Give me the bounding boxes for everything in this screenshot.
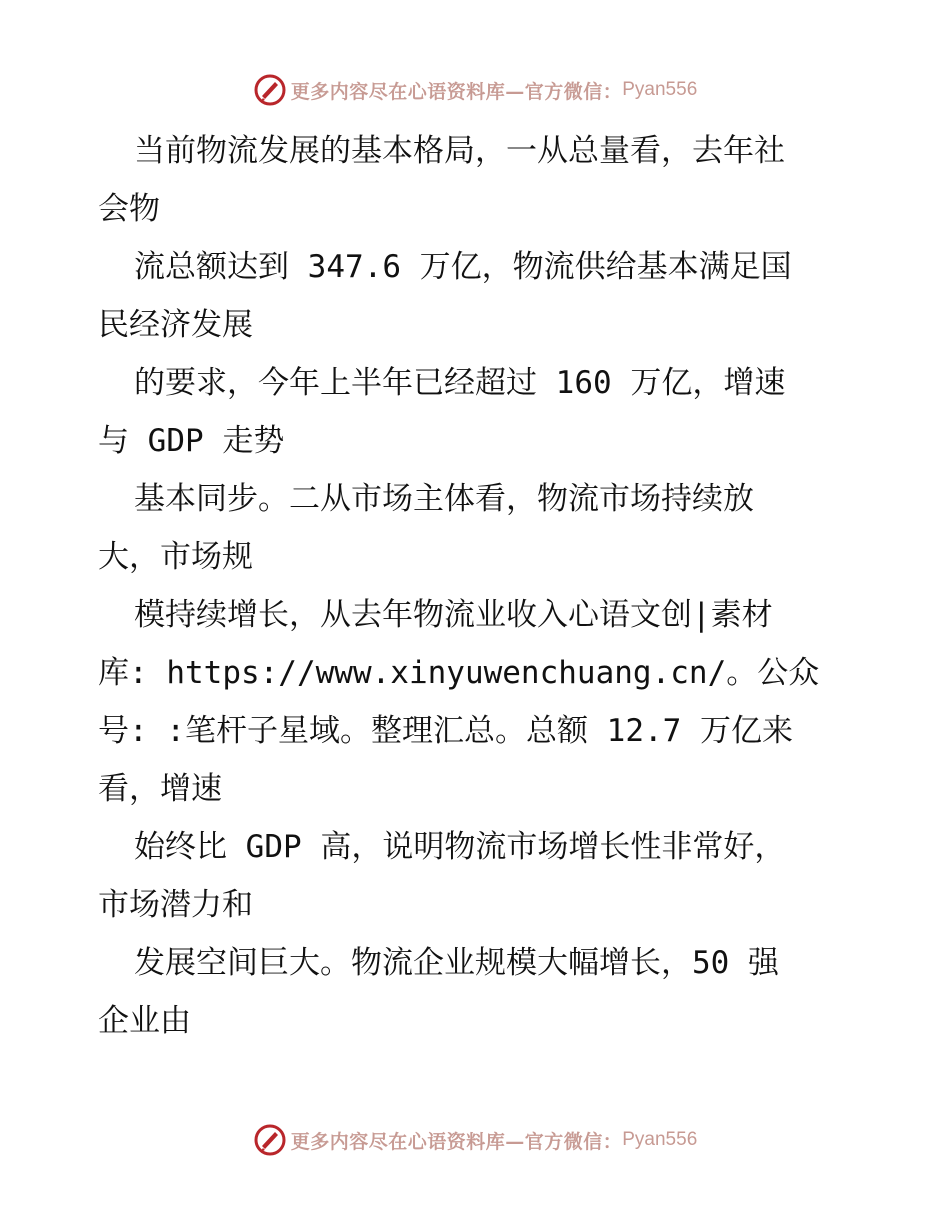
text-line: 号: :笔杆子星域。整理汇总。总额 12.7 万亿来 xyxy=(98,713,793,749)
text-line: 发展空间巨大。物流企业规模大幅增长，50 强 xyxy=(134,945,779,981)
text-line: 当前物流发展的基本格局，一从总量看，去年社 xyxy=(134,133,785,169)
text-line: 与 GDP 走势 xyxy=(98,423,285,459)
document-body xyxy=(98,122,858,1050)
brand-logo-icon xyxy=(253,73,287,107)
text-line: 企业由 xyxy=(98,1003,191,1039)
footer-banner-contact: Pyan556 xyxy=(622,1129,698,1150)
header-banner-text: 更多内容尽在心语资料库—官方微信： xyxy=(290,80,623,103)
footer-banner-text: 更多内容尽在心语资料库—官方微信： xyxy=(290,1130,623,1153)
text-line: 市场潜力和 xyxy=(98,887,253,923)
text-line: 基本同步。二从市场主体看，物流市场持续放 xyxy=(134,481,754,517)
text-line: 的要求，今年上半年已经超过 160 万亿，增速 xyxy=(134,365,786,401)
header-banner-contact: Pyan556 xyxy=(622,79,698,100)
footer-banner xyxy=(0,1120,950,1160)
text-line: 大，市场规 xyxy=(98,539,253,575)
text-line: 看，增速 xyxy=(98,771,222,807)
text-line: 民经济发展 xyxy=(98,307,253,343)
text-line: 模持续增长，从去年物流业收入心语文创|素材 xyxy=(134,597,773,633)
header-banner xyxy=(0,70,950,110)
text-line: 始终比 GDP 高，说明物流市场增长性非常好， xyxy=(134,829,786,865)
text-line: 流总额达到 347.6 万亿，物流供给基本满足国 xyxy=(134,249,792,285)
text-line: 库: https://www.xinyuwenchuang.cn/。公众 xyxy=(98,655,820,691)
brand-logo-icon xyxy=(253,1123,287,1157)
text-line: 会物 xyxy=(98,191,160,227)
